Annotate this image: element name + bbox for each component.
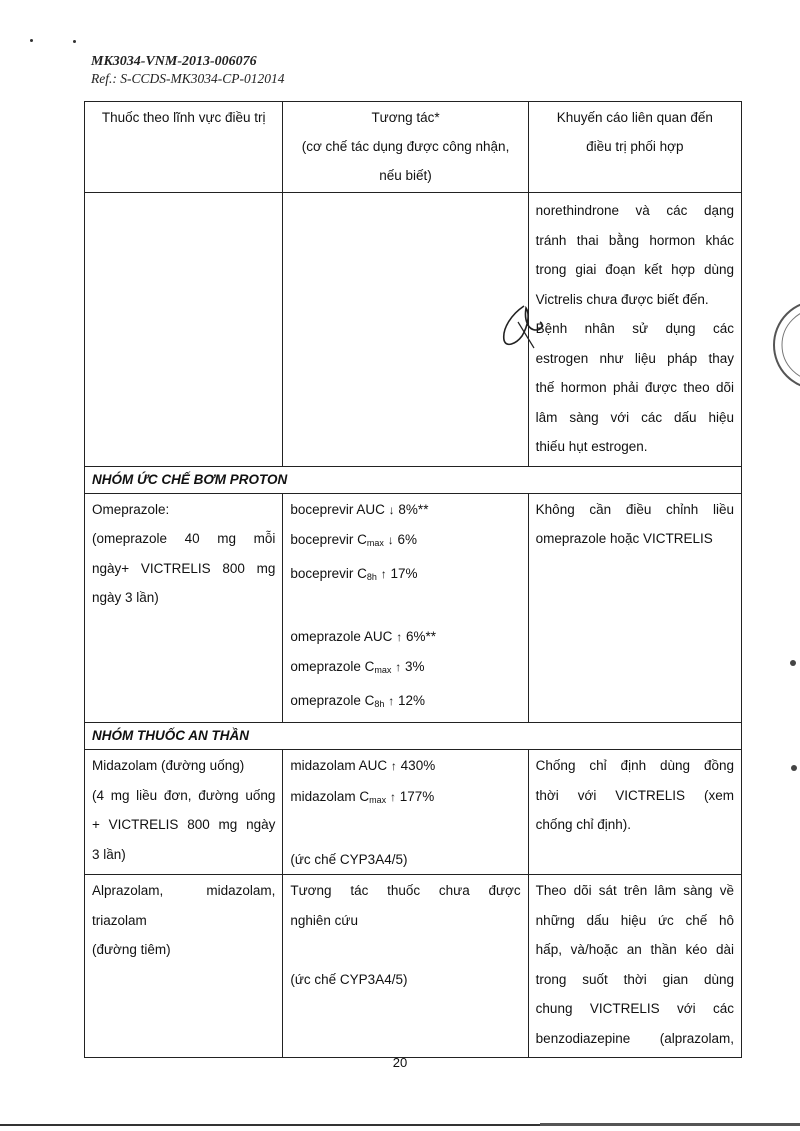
arrow-up-icon: ↑	[390, 759, 397, 773]
arrow-up-icon: ↑	[389, 789, 396, 804]
interaction-cell: boceprevir AUC ↓ 8%** boceprevir $C_{max}$ ↓ 6% boceprevir $C_{8h}$ ↑ 17% omeprazole AUC ↑ 6%** omeprazole $C_{max}$ ↑ 3% omeprazole $C_{8h}$ ↑ 12%	[283, 493, 528, 723]
recommendation-cell: Theo dõi sát trên lâm sàng về những dấu hiệu ức chế hô hấp, và/hoặc an thần kéo dài trong suốt thời gian dùng chung VICTRELIS với các benzodiazepine (alprazolam,	[528, 875, 741, 1058]
header-recommendation: Khuyến cáo liên quan đến điều trị phối hợp	[528, 102, 741, 193]
document-code: MK3034-VNM-2013-006076	[91, 54, 257, 69]
arrow-up-icon: ↑	[395, 660, 402, 674]
bottom-rule-dark	[540, 1123, 800, 1126]
drug-cell: Midazolam (đường uống) (4 mg liều đơn, đường uống + VICTRELIS 800 mg ngày 3 lần)	[85, 750, 283, 875]
section-title: NHÓM THUỐC AN THẦN	[85, 723, 742, 750]
arrow-up-icon: ↑	[380, 566, 387, 581]
drug-cell: Omeprazole: (omeprazole 40 mg mỗi ngày+ VICTRELIS 800 mg ngày 3 lần)	[85, 493, 283, 723]
arrow-up-icon: ↑	[396, 629, 403, 644]
scan-mark	[790, 660, 796, 666]
drug-interaction-table	[84, 101, 742, 1058]
reference-code: Ref.: S-CCDS-MK3034-CP-012014	[91, 71, 285, 86]
interaction-cell: Tương tác thuốc chưa được nghiên cứu (ức chế CYP3A4/5)	[283, 875, 528, 1058]
signature-mark	[494, 300, 554, 360]
interaction-cell: midazolam AUC ↑ 430% midazolam $C_{max}$ ↑ 177% (ức chế CYP3A4/5)	[283, 750, 528, 875]
table-row	[85, 875, 742, 1058]
recommendation-cell: Không cần điều chỉnh liều omeprazole hoặc VICTRELIS	[528, 493, 741, 723]
arrow-down-icon: ↓	[388, 502, 395, 517]
recommendation-cell: norethindrone và các dạng tránh thai bằng hormon khác trong giai đoạn kết hợp dùng Victrelis chưa được biết đến. Bệnh nhân sử dụng các estrogen như liệu pháp thay thế hormon phải được theo dõi lâm sàng với các dấu hiệu thiếu hụt estrogen.	[528, 193, 741, 467]
empty-cell	[283, 193, 528, 467]
document-header	[91, 53, 284, 87]
section-title: NHÓM ỨC CHẾ BƠM PROTON	[85, 466, 742, 493]
stamp-mark	[768, 290, 800, 400]
scan-dot	[30, 39, 33, 42]
header-interaction: Tương tác* (cơ chế tác dụng được công nhận, nếu biết)	[283, 102, 528, 193]
section-row-ppi	[85, 466, 742, 493]
table-row	[85, 750, 742, 875]
table-header-row	[85, 102, 742, 193]
page-number: 20	[392, 1055, 408, 1070]
scan-mark	[791, 765, 797, 771]
header-drug-class: Thuốc theo lĩnh vực điều trị	[85, 102, 283, 193]
empty-cell	[85, 193, 283, 467]
scan-dot	[73, 40, 76, 43]
recommendation-cell: Chống chỉ định dùng đồng thời với VICTRELIS (xem chống chỉ định).	[528, 750, 741, 875]
section-row-sedatives	[85, 723, 742, 750]
drug-cell: Alprazolam, midazolam, triazolam (đường tiêm)	[85, 875, 283, 1058]
table-row	[85, 493, 742, 723]
arrow-up-icon: ↑	[388, 693, 395, 708]
arrow-down-icon: ↓	[387, 533, 394, 547]
table-row	[85, 193, 742, 467]
